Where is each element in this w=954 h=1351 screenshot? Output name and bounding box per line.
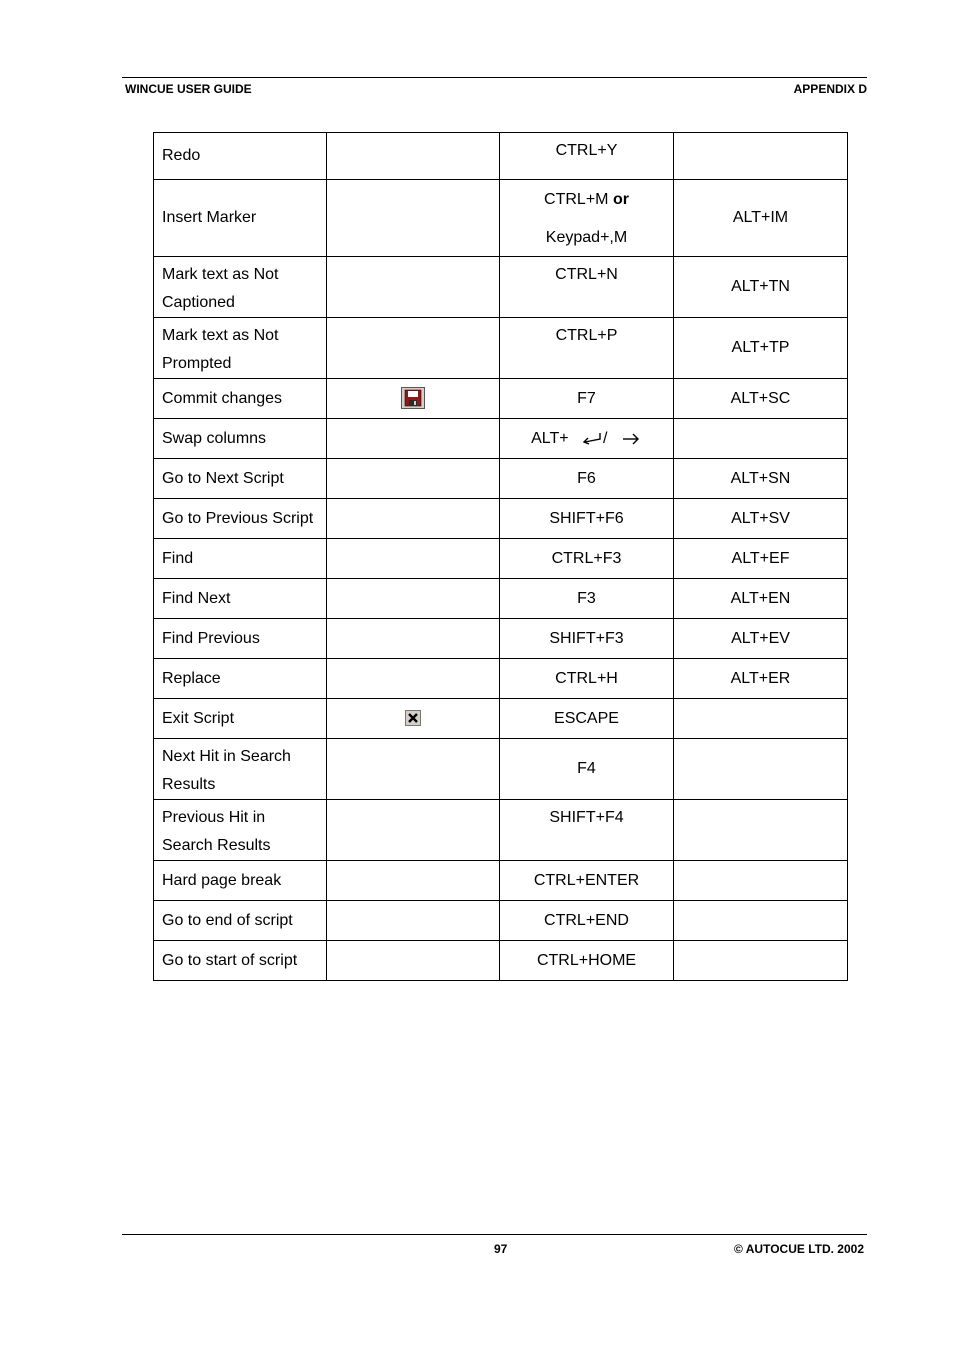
key-cell: SHIFT+F4 [500, 800, 674, 861]
icon-cell [327, 539, 500, 579]
alt-key-cell [674, 941, 848, 981]
alt-key-cell: ALT+TN [674, 257, 848, 318]
action-cell: Exit Script [154, 699, 327, 739]
close-icon [405, 710, 421, 726]
action-cell: Find Next [154, 579, 327, 619]
alt-key-cell: ALT+EF [674, 539, 848, 579]
page-number: 97 [494, 1242, 508, 1256]
key-cell: CTRL+END [500, 901, 674, 941]
icon-cell [327, 499, 500, 539]
key-prefix: ALT+ [531, 429, 569, 447]
table-row [154, 619, 848, 659]
icon-cell [327, 659, 500, 699]
action-cell: Mark text as Not Prompted [154, 318, 327, 379]
action-cell: Commit changes [154, 379, 327, 419]
table-row [154, 739, 848, 800]
key-cell: CTRL+N [500, 257, 674, 318]
table-row [154, 499, 848, 539]
key-cell: F4 [500, 739, 674, 800]
arrow-right-icon [620, 431, 642, 445]
icon-cell [327, 257, 500, 318]
action-cell: Hard page break [154, 861, 327, 901]
alt-key-cell [674, 419, 848, 459]
icon-cell [327, 699, 500, 739]
key-cell [500, 419, 674, 459]
table-row [154, 257, 848, 318]
key-slash: / [603, 429, 608, 447]
icon-cell [327, 619, 500, 659]
alt-key-cell: ALT+SC [674, 379, 848, 419]
table-row [154, 180, 848, 257]
key-cell: SHIFT+F6 [500, 499, 674, 539]
table-row [154, 133, 848, 180]
action-cell: Replace [154, 659, 327, 699]
key-cell: CTRL+HOME [500, 941, 674, 981]
action-cell: Next Hit in Search Results [154, 739, 327, 800]
action-cell: Go to start of script [154, 941, 327, 981]
shortcut-table [153, 132, 848, 981]
save-icon [401, 387, 425, 409]
alt-key-cell: ALT+ER [674, 659, 848, 699]
alt-key-cell [674, 699, 848, 739]
icon-cell [327, 318, 500, 379]
icon-cell [327, 579, 500, 619]
table-row [154, 419, 848, 459]
copyright-text: AUTOCUE LTD. 2002 [745, 1242, 864, 1256]
action-cell: Mark text as Not Captioned [154, 257, 327, 318]
table-row [154, 699, 848, 739]
key-separator: or [612, 191, 629, 208]
table-row [154, 800, 848, 861]
appendix-label: APPENDIX D [793, 82, 867, 96]
alt-key-cell: ALT+IM [674, 180, 848, 257]
table-row [154, 901, 848, 941]
icon-cell [327, 800, 500, 861]
copyright-symbol: © [734, 1242, 743, 1256]
alt-key-cell [674, 739, 848, 800]
icon-cell [327, 861, 500, 901]
key-cell: F3 [500, 579, 674, 619]
icon-cell [327, 180, 500, 257]
action-cell: Find Previous [154, 619, 327, 659]
alt-key-cell: ALT+EV [674, 619, 848, 659]
key-cell: CTRL+Y [500, 133, 674, 180]
action-cell: Go to Previous Script [154, 499, 327, 539]
icon-cell [327, 133, 500, 180]
key-cell: CTRL+P [500, 318, 674, 379]
action-cell: Insert Marker [154, 180, 327, 257]
key-cell [500, 180, 674, 257]
icon-cell [327, 901, 500, 941]
alt-key-cell [674, 133, 848, 180]
icon-cell [327, 379, 500, 419]
icon-cell [327, 419, 500, 459]
alt-key-cell: ALT+TP [674, 318, 848, 379]
action-cell: Go to Next Script [154, 459, 327, 499]
table-row [154, 941, 848, 981]
arrow-left-icon [581, 431, 603, 445]
icon-cell [327, 941, 500, 981]
key-cell: F6 [500, 459, 674, 499]
key-cell: SHIFT+F3 [500, 619, 674, 659]
alt-key-cell: ALT+SN [674, 459, 848, 499]
action-cell: Redo [154, 133, 327, 180]
action-cell: Go to end of script [154, 901, 327, 941]
action-cell: Swap columns [154, 419, 327, 459]
table-row [154, 539, 848, 579]
table-row [154, 379, 848, 419]
icon-cell [327, 739, 500, 800]
table-row [154, 861, 848, 901]
copyright [734, 1242, 864, 1256]
alt-key-cell [674, 800, 848, 861]
alt-key-cell [674, 861, 848, 901]
table-row [154, 659, 848, 699]
guide-title: WINCUE USER GUIDE [125, 82, 252, 96]
key-cell: ESCAPE [500, 699, 674, 739]
page-header [122, 77, 867, 100]
key-cell: CTRL+F3 [500, 539, 674, 579]
key-primary: CTRL+M [544, 191, 609, 208]
icon-cell [327, 459, 500, 499]
table-row [154, 579, 848, 619]
table-row [154, 459, 848, 499]
alt-key-cell [674, 901, 848, 941]
alt-key-cell: ALT+SV [674, 499, 848, 539]
action-cell: Previous Hit in Search Results [154, 800, 327, 861]
table-row [154, 318, 848, 379]
action-cell: Find [154, 539, 327, 579]
key-cell: CTRL+ENTER [500, 861, 674, 901]
page-footer [122, 1234, 867, 1257]
key-cell: CTRL+H [500, 659, 674, 699]
alt-key-cell: ALT+EN [674, 579, 848, 619]
key-cell: F7 [500, 379, 674, 419]
key-secondary: Keypad+,M [545, 229, 628, 246]
